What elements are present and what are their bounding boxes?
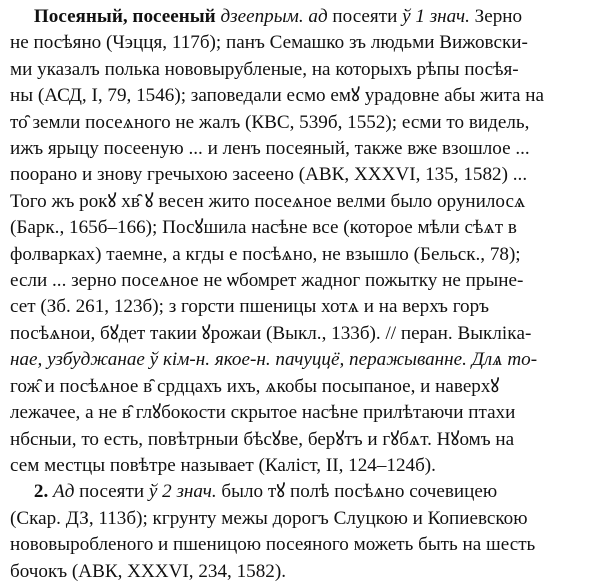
entry-line: если ... зерно посеѧное не ѡбомрет жадног пожытку не прыне- (10, 270, 524, 292)
entry-line: не посѣяно (Чэцця, 117б); панъ Семашко зъ людьми Вижовски- (10, 32, 528, 54)
entry-line (10, 479, 588, 505)
entry-line: бочокъ (АВК, ХХХVІ, 234, 1582). (10, 560, 286, 582)
entry-line: Того жъ рокꙋ хв̑ ꙋ весен жито посеѧное велми было орунилосѧ (10, 190, 526, 212)
entry-line: нбсныи, то есть, повѣтрныи бѣсꙋве, берꙋтъ и гꙋбѧт. Нꙋомъ на (10, 428, 515, 450)
source-word: посеяти (327, 6, 403, 27)
citation-text: Зерно (469, 6, 523, 27)
entry-line: сем местцы повѣтре называет (Каліст, ІІ, 124–124б). (10, 454, 436, 476)
entry-line: сет (Зб. 261, 123б); з горсти пшеницы хотѧ и на верхъ горъ (10, 296, 490, 318)
entry-line: гож̑ и посѣѧное в̑ срдцахъ ихъ, ѧкобы посыпаное, и наверхꙋ (10, 375, 500, 397)
sense-number: 2. (33, 481, 49, 503)
source-word: посеяти (74, 481, 149, 503)
entry-line (10, 4, 588, 30)
entry-line: то̑ земли посеѧного не жалъ (КВС, 539б, 1552); есми то видель, (10, 111, 530, 133)
entry-line: лежачее, а не в̑ глꙋбокости скрытое насѣне прилѣтаючи птахи (10, 402, 516, 424)
entry-line: нае, узбуджанае ў кім-н. якое-н. пачуццё, перажыванне. Длѧ то- (10, 349, 538, 371)
entry-line: (Скар. ДЗ, 113б); кгрунту межы дорогъ Слуцкою и Копиевскою (10, 507, 528, 529)
meaning-ref: ў 2 знач. (148, 481, 217, 503)
entry-line: ны (АСД, І, 79, 1546); заповедали есмо емꙋ урадовне абы жита на (10, 85, 545, 107)
headword: Посеяный, посееный (33, 6, 216, 27)
entry-line: ми указалъ полька нововырубленые, на которыхъ рѣпы посѣя- (10, 58, 519, 80)
entry-line: (Барк., 165б–166); Посꙋшила насѣне все (которое мѣли сѣѧт в (10, 217, 517, 239)
citation-text: было тꙋ полѣ посѣѧно сочевицею (216, 481, 498, 503)
grammar-note: дзеепрым. ад (220, 6, 328, 27)
entry-line: посѣѧнои, бꙋдет такии ꙋрожаи (Выкл., 133б). // перан. Выклікa- (10, 322, 532, 344)
entry-line: ижъ ярыцу посееную ... и ленъ посеяный, также вже взошлое ... (10, 138, 530, 160)
meaning-ref: ў 1 знач. (402, 6, 470, 27)
entry-line: нововыробленого и пшеницою посеяного можеть быть на шесть (10, 534, 536, 556)
entry-line: поорано и знову гречыхою засеено (АВК, ХХХVІ, 135, 1582) ... (10, 164, 528, 186)
grammar-note: Ад (48, 481, 75, 503)
entry-line: фолварках) таемне, а кгды е посѣѧно, не взышло (Бельск., 78); (10, 243, 521, 265)
